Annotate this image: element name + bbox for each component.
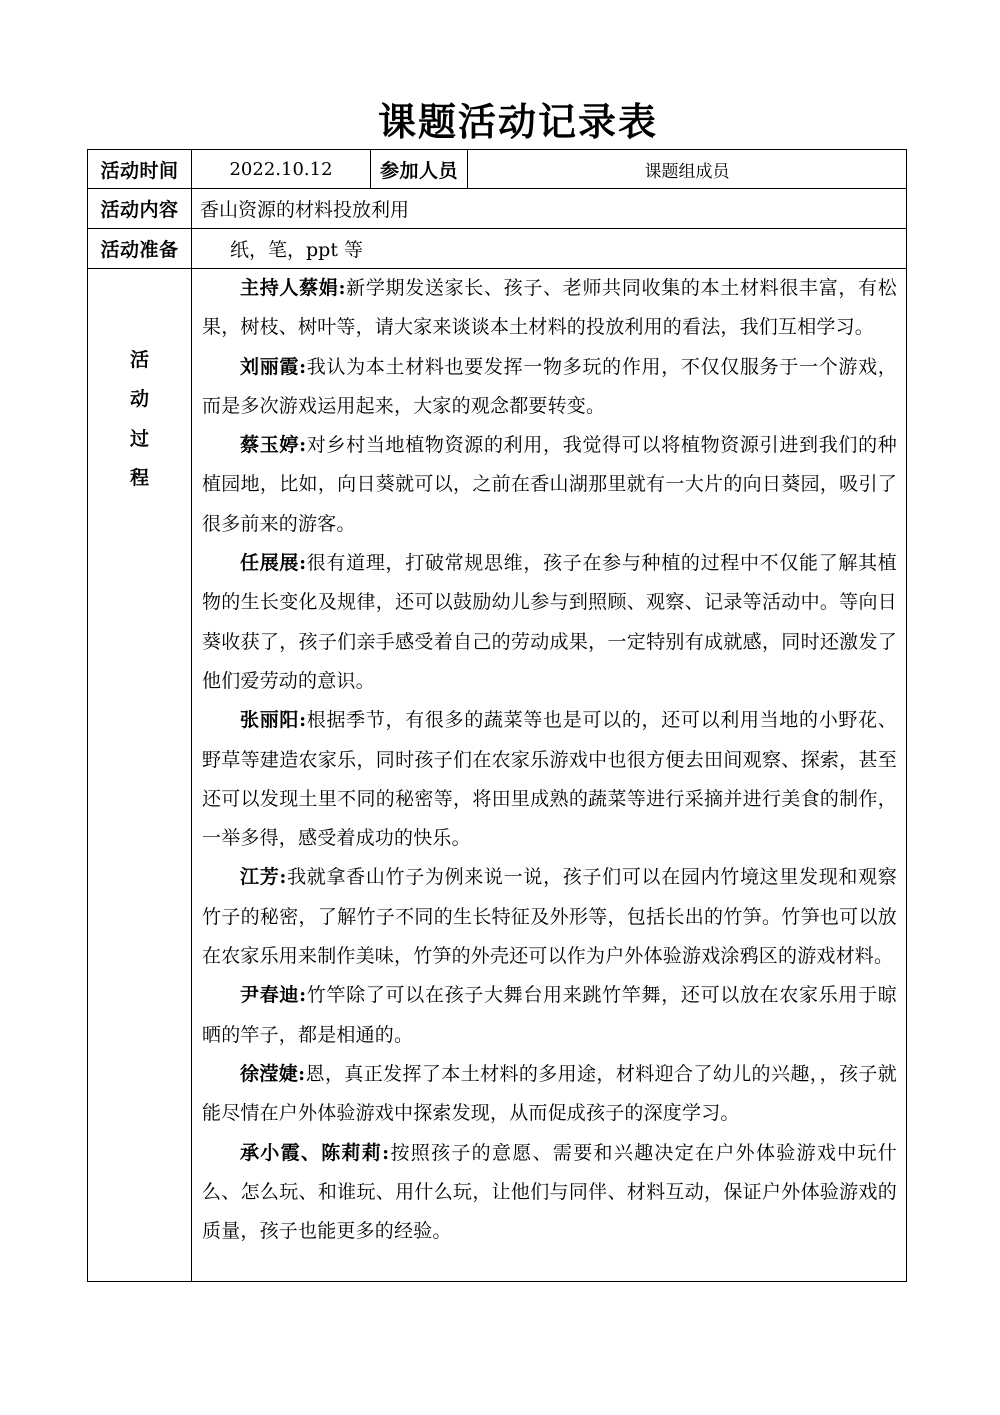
entry-text: 新学期发送家长、孩子、老师共同收集的本土材料很丰富，有松果，树枝、树叶等，请大家来谈谈本土材料的投放利用的看法，我们互相学习。 (202, 277, 897, 339)
discussion-entry (202, 858, 897, 976)
activity-prep-label: 活动准备 (88, 229, 192, 269)
table-row (88, 269, 907, 1282)
process-label-char: 程 (129, 466, 149, 489)
activity-content-label: 活动内容 (88, 189, 192, 229)
speaker-name: 张丽阳: (240, 709, 307, 732)
activity-time-value: 2022.10.12 (192, 150, 371, 189)
speaker-name: 江芳: (240, 866, 287, 889)
entry-text: 按照孩子的意愿、需要和兴趣决定在户外体验游戏中玩什么、怎么玩、和谁玩、用什么玩，让他们与同伴、材料互动，保证户外体验游戏的质量，孩子也能更多的经验。 (202, 1141, 897, 1243)
speaker-name: 任展展: (240, 552, 307, 575)
discussion-entry (202, 1134, 897, 1252)
speaker-name: 尹春迪: (240, 984, 307, 1007)
entry-text: 我就拿香山竹子为例来说一说，孩子们可以在园内竹境这里发现和观察竹子的秘密，了解竹子不同的生长特征及外形等，包括长出的竹笋。竹笋也可以放在农家乐用来制作美味，竹笋的外壳还可以作为户外体验游戏涂鸦区的游戏材料。 (202, 866, 898, 968)
speaker-name: 刘丽霞: (240, 355, 307, 378)
participants-label: 参加人员 (371, 150, 468, 189)
process-label-char: 动 (129, 388, 149, 411)
table-row (88, 189, 907, 229)
speaker-name: 徐滢婕: (240, 1062, 306, 1085)
speaker-name: 蔡玉婷: (240, 434, 307, 457)
entry-text: 根据季节，有很多的蔬菜等也是可以的，还可以利用当地的小野花、野草等建造农家乐，同时孩子们在农家乐游戏中也很方便去田间观察、探索，甚至还可以发现土里不同的秘密等，将田里成熟的蔬菜等进行采摘并进行美食的制作，一举多得，感受着成功的快乐。 (202, 709, 897, 850)
entry-text: 很有道理，打破常规思维，孩子在参与种植的过程中不仅能了解其植物的生长变化及规律，还可以鼓励幼儿参与到照顾、观察、记录等活动中。等向日葵收获了，孩子们亲手感受着自己的劳动成果，一定特别有成就感，同时还激发了他们爱劳动的意识。 (202, 552, 897, 692)
page-title: 课题活动记录表 (377, 100, 658, 144)
entry-text: 我认为本土材料也要发挥一物多玩的作用，不仅仅服务于一个游戏，而是多次游戏运用起来，大家的观念都要转变。 (202, 355, 897, 417)
entry-text: 恩，真正发挥了本土材料的多用途，材料迎合了幼儿的兴趣，，孩子就能尽情在户外体验游戏中探索发现，从而促成孩子的深度学习。 (202, 1062, 897, 1125)
process-label (88, 269, 192, 1282)
activity-prep-value: 纸，笔，ppt 等 (192, 229, 907, 269)
process-label-char: 活 (129, 349, 149, 371)
activity-time-label: 活动时间 (88, 150, 192, 189)
discussion-entry (202, 348, 897, 427)
activity-content-value: 香山资源的材料投放利用 (192, 189, 907, 229)
speaker-name: 主持人蔡娟: (240, 277, 346, 299)
record-table (87, 149, 907, 1282)
entry-text: 对乡村当地植物资源的利用，我觉得可以将植物资源引进到我们的种植园地，比如，向日葵就可以，之前在香山湖那里就有一大片的向日葵园，吸引了很多前来的游客。 (202, 434, 897, 535)
speaker-name: 承小霞、陈莉莉: (240, 1141, 390, 1164)
discussion-entry (202, 544, 897, 701)
discussion-entry (202, 269, 897, 348)
process-body (192, 269, 907, 1282)
discussion-entry (202, 976, 897, 1055)
participants-value: 课题组成员 (468, 150, 907, 189)
process-label-char: 过 (129, 427, 149, 450)
entry-text: 竹竿除了可以在孩子大舞台用来跳竹竿舞，还可以放在农家乐用于晾晒的竿子，都是相通的。 (202, 984, 897, 1046)
discussion-entry (202, 701, 897, 858)
table-row (88, 229, 907, 269)
table-row (88, 150, 907, 189)
discussion-entry (202, 1055, 897, 1134)
discussion-entry (202, 426, 897, 544)
